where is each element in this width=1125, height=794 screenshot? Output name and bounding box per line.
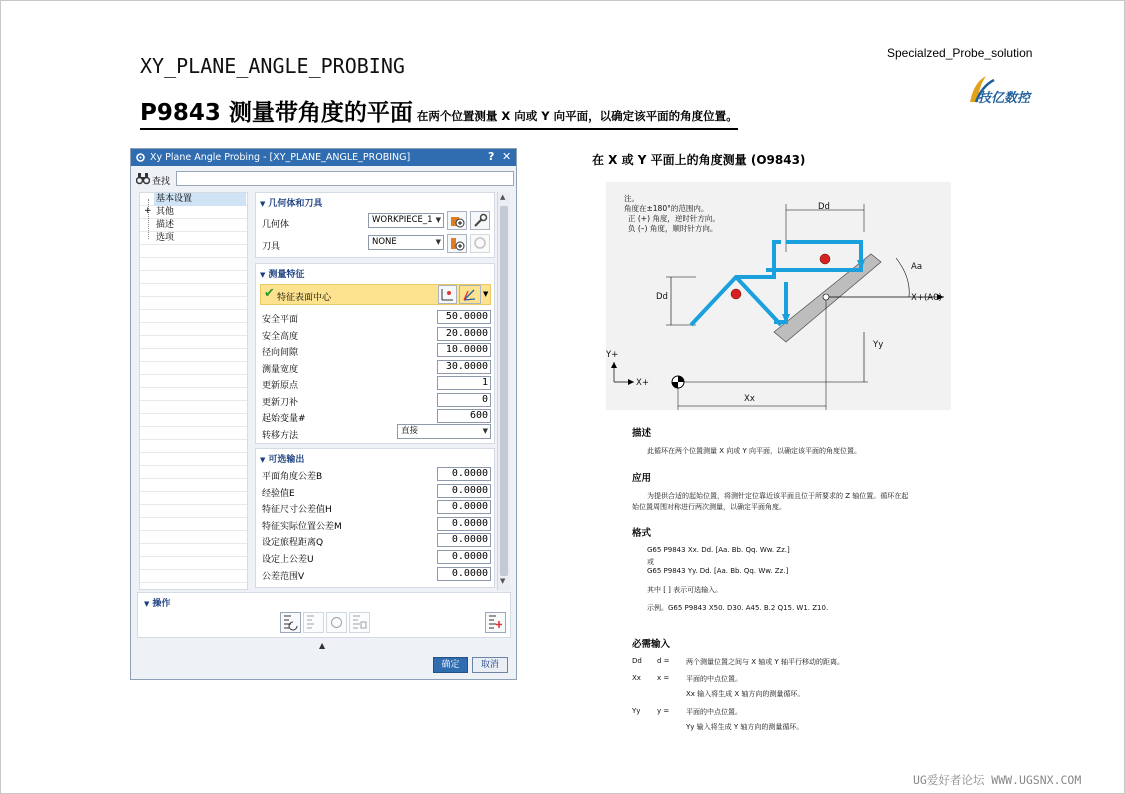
optional-param-input[interactable]: 0.0000 xyxy=(437,500,491,514)
required-param-desc: Yy 输入将生成 Y 轴方向的测量循环。 xyxy=(686,723,804,731)
dialog-title: Xy Plane Angle Probing - [XY_PLANE_ANGLE_PROBING] xyxy=(150,152,411,163)
find-label: 查找 xyxy=(152,177,171,187)
checkmark-icon: ✔ xyxy=(264,286,275,301)
required-param-var: y = xyxy=(657,707,670,715)
headline-sub: 在两个位置测量 X 向或 Y 向平面，以确定该平面的角度位置。 xyxy=(416,109,738,123)
format-line-2: G65 P9843 Yy. Dd. [Aa. Bb. Qq. Ww. Zz.] xyxy=(647,567,789,575)
format-example: 示例。G65 P9843 X50. D30. A45. B.2 Q15. W1. Z10. xyxy=(647,604,829,612)
label-x-plus: X+ xyxy=(636,378,649,388)
transfer-method-select[interactable]: 直接 ▼ xyxy=(397,424,491,439)
optional-param-label: 设定上公差U xyxy=(262,555,314,565)
note-title: 注。 xyxy=(624,194,639,203)
feature-param-input[interactable]: 10.0000 xyxy=(437,343,491,357)
headline-main: P9843 测量带角度的平面 xyxy=(140,100,413,126)
note-line-3: 负 (–) 角度，顺时针方向。 xyxy=(628,224,718,233)
feature-param-input[interactable]: 30.0000 xyxy=(437,360,491,374)
tree-background xyxy=(140,193,247,589)
settings-scrollbar[interactable] xyxy=(497,192,510,590)
postprocess-button[interactable] xyxy=(485,612,506,633)
optional-param-label: 设定旅程距离Q xyxy=(262,538,324,549)
required-param-desc: 平面的中点位置。 xyxy=(686,675,742,683)
format-line-1: G65 P9843 Xx. Dd. [Aa. Bb. Qq. Ww. Zz.] xyxy=(647,546,790,554)
section-operations xyxy=(137,592,511,638)
tree-item-description[interactable]: 描述 xyxy=(156,220,175,230)
feature-param-label: 安全高度 xyxy=(262,331,299,342)
required-heading: 必需输入 xyxy=(632,639,671,650)
feature-selection-row[interactable] xyxy=(260,284,491,305)
gear-icon xyxy=(135,152,146,163)
label-xx: Xx xyxy=(744,394,755,404)
tree-expand-icon[interactable]: + xyxy=(144,206,152,216)
optional-param-input[interactable]: 0.0000 xyxy=(437,467,491,481)
app-text-1: 为提供合适的起始位置，将测针定位靠近该平面且位于所要求的 Z 轴位置。循环在起 xyxy=(647,492,909,500)
label-x-a0: X+(A0) xyxy=(911,293,942,303)
corner-caption: Specialzed_Probe_solution xyxy=(887,46,1033,60)
section-geometry-header[interactable]: ▼ 几何体和刀具 xyxy=(260,199,323,209)
close-button[interactable]: ✕ xyxy=(502,150,512,163)
geometry-select[interactable]: WORKPIECE_1 ▼ xyxy=(368,213,444,228)
optional-param-label: 特征尺寸公差值H xyxy=(262,505,332,516)
feature-point-button[interactable] xyxy=(438,285,457,304)
feature-axis-button[interactable] xyxy=(459,285,481,304)
label-y-plus: Y+ xyxy=(606,350,619,360)
section-geometry-tool xyxy=(255,192,495,258)
format-heading: 格式 xyxy=(632,528,652,539)
optional-param-label: 公差范围V xyxy=(262,571,305,582)
tree-item-other[interactable]: 其他 xyxy=(156,207,175,217)
optional-param-input[interactable]: 0.0000 xyxy=(437,517,491,531)
label-dd-left: Dd xyxy=(656,292,668,302)
feature-param-input[interactable]: 1 xyxy=(437,376,491,390)
feature-dropdown-icon[interactable]: ▼ xyxy=(483,290,489,298)
forum-watermark: UG爱好者论坛 WWW.UGSNX.COM xyxy=(913,773,1082,787)
probing-dialog xyxy=(130,148,517,680)
tool-label: 刀具 xyxy=(262,242,281,252)
required-param-var: x = xyxy=(657,674,670,682)
expand-dialog-icon[interactable]: ▲ xyxy=(319,641,326,650)
desc-heading: 描述 xyxy=(632,428,652,439)
section-optional-output xyxy=(255,448,495,588)
app-heading: 应用 xyxy=(632,473,652,484)
probing-diagram xyxy=(606,182,951,410)
find-input[interactable] xyxy=(176,171,514,186)
feature-param-input[interactable]: 0 xyxy=(437,393,491,407)
tree-item-options[interactable]: 选项 xyxy=(156,233,175,243)
optional-param-label: 经验值E xyxy=(262,488,295,499)
feature-param-label: 更新刀补 xyxy=(262,397,299,408)
feature-param-label: 起始变量# xyxy=(262,414,306,424)
optional-param-label: 特征实际位置公差M xyxy=(262,521,342,532)
required-param-desc: 两个测量位置之间与 X 轴或 Y 轴平行移动的距离。 xyxy=(686,658,844,666)
required-param-code: Xx xyxy=(632,674,641,682)
required-param-code: Yy xyxy=(632,707,641,715)
page-headline xyxy=(140,94,738,130)
format-optional-note: 其中 [ ] 表示可选输入。 xyxy=(647,586,723,594)
navigation-tree xyxy=(139,192,248,590)
feature-param-label: 更新原点 xyxy=(262,381,299,391)
find-row xyxy=(136,171,512,187)
scroll-thumb[interactable] xyxy=(500,206,508,576)
cancel-button[interactable]: 取消 xyxy=(472,657,508,673)
tool-new-button[interactable] xyxy=(447,234,467,253)
brand-logo-text: 技亿数控 xyxy=(978,91,1031,106)
feature-param-input[interactable]: 600 xyxy=(437,409,491,423)
section-feature-header[interactable]: ▼ 测量特征 xyxy=(260,270,305,280)
page-title-english: XY_PLANE_ANGLE_PROBING xyxy=(140,54,405,78)
geometry-wrench-button[interactable] xyxy=(470,211,490,230)
scroll-down-icon[interactable]: ▼ xyxy=(500,577,506,585)
note-line-2: 正 (+) 角度，逆时针方向。 xyxy=(628,214,720,223)
label-aa: Aa xyxy=(911,262,923,272)
section-measure-feature xyxy=(255,263,495,444)
tool-edit-button[interactable] xyxy=(470,234,490,253)
note-line-1: 角度在±180°的范围内。 xyxy=(624,204,709,213)
section-ops-header[interactable]: ▼ 操作 xyxy=(144,599,171,609)
label-yy: Yy xyxy=(873,340,884,350)
generate-button[interactable] xyxy=(280,612,301,633)
desc-text: 此循环在两个位置测量 X 向或 Y 向平面，以确定该平面的角度位置。 xyxy=(647,447,861,455)
list-button[interactable] xyxy=(349,612,370,633)
geometry-edit-button[interactable] xyxy=(447,211,467,230)
optional-param-input[interactable]: 0.0000 xyxy=(437,533,491,547)
tree-connector xyxy=(148,199,149,239)
feature-param-input[interactable]: 50.0000 xyxy=(437,310,491,324)
feature-param-label: 安全平面 xyxy=(262,315,299,325)
required-param-var: d = xyxy=(657,657,670,665)
scroll-up-icon[interactable]: ▲ xyxy=(500,193,506,201)
feature-param-label: 测量宽度 xyxy=(262,364,299,375)
required-param-desc: Xx 输入将生成 X 轴方向的测量循环。 xyxy=(686,690,805,698)
dialog-titlebar[interactable] xyxy=(131,149,516,166)
replay-button[interactable] xyxy=(303,612,324,633)
section-optional-header[interactable]: ▼ 可选输出 xyxy=(260,455,305,465)
feature-selected-label: 特征表面中心 xyxy=(277,293,332,303)
transfer-method-label: 转移方法 xyxy=(262,431,299,441)
label-dd-top: Dd xyxy=(818,202,830,212)
ok-button[interactable]: 确定 xyxy=(433,657,468,673)
doc-title: 在 X 或 Y 平面上的角度测量 (O9843) xyxy=(592,153,806,167)
feature-param-input[interactable]: 20.0000 xyxy=(437,327,491,341)
optional-param-input[interactable]: 0.0000 xyxy=(437,567,491,581)
optional-param-input[interactable]: 0.0000 xyxy=(437,550,491,564)
app-text-2: 始位置周围对称进行两次测量，以确定平面角度。 xyxy=(632,503,786,511)
verify-button[interactable] xyxy=(326,612,347,633)
format-or: 或 xyxy=(647,558,654,566)
help-button[interactable]: ? xyxy=(488,150,495,163)
required-param-desc: 平面的中点位置。 xyxy=(686,708,742,716)
geometry-label: 几何体 xyxy=(262,220,290,230)
optional-param-input[interactable]: 0.0000 xyxy=(437,484,491,498)
required-param-code: Dd xyxy=(632,657,642,665)
feature-param-label: 径向间隙 xyxy=(262,348,299,358)
tool-select[interactable]: NONE ▼ xyxy=(368,235,444,250)
optional-param-label: 平面角度公差B xyxy=(262,472,323,482)
binoculars-icon xyxy=(136,172,150,185)
tree-item-basic[interactable]: 基本设置 xyxy=(154,193,246,206)
settings-panel xyxy=(255,192,510,590)
